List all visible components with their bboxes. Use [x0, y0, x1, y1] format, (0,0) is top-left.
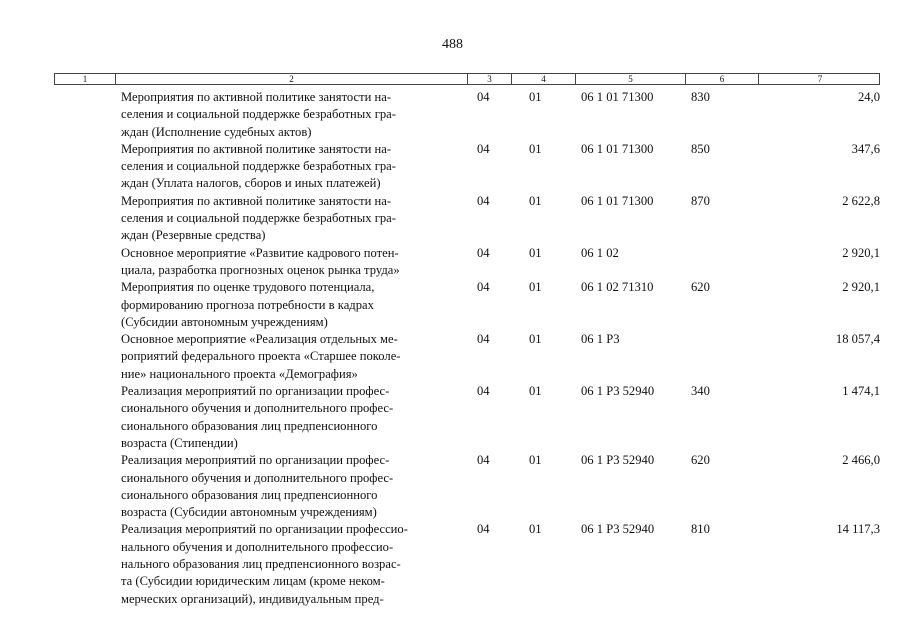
row-sum: 24,0	[857, 90, 880, 104]
row-col-1	[54, 193, 115, 245]
row-target-code: 06 1 P3	[581, 332, 620, 347]
row-subsection: 01	[529, 453, 542, 468]
row-target-code: 06 1 01 71300	[581, 90, 654, 104]
row-expense-type: 850	[691, 141, 710, 156]
row-section: 04	[477, 141, 490, 156]
row-target-code: 06 1 01 71300	[581, 193, 654, 208]
table-row	[54, 383, 880, 452]
row-col-1	[54, 452, 115, 521]
table-row	[54, 245, 880, 280]
row-name: Мероприятия по активной политике занятости на- селения и социальной поддержке безработных гра- ждан (Резервные средства)	[121, 193, 396, 243]
header-col-3: 3	[468, 74, 512, 84]
row-expense-type: 620	[691, 280, 710, 295]
row-col-1	[54, 521, 115, 607]
row-col-1	[54, 331, 115, 383]
row-subsection: 01	[529, 280, 542, 295]
row-section: 04	[477, 193, 490, 208]
row-subsection: 01	[529, 522, 542, 537]
row-col-1	[54, 383, 115, 452]
header-col-2: 2	[116, 74, 468, 84]
row-expense-type: 830	[691, 90, 710, 104]
header-col-6: 6	[686, 74, 759, 84]
table-row	[54, 279, 880, 331]
row-target-code: 06 1 02 71310	[581, 280, 654, 295]
row-expense-type: 870	[691, 193, 710, 208]
row-subsection: 01	[529, 245, 542, 260]
row-subsection: 01	[529, 141, 542, 156]
row-name: Основное мероприятие «Развитие кадрового потен- циала, разработка прогнозных оценок рынка труда»	[121, 245, 400, 277]
row-name: Мероприятия по оценке трудового потенциала, формированию прогноза потребности в кадрах (Субсидии автономным учреждениям)	[121, 280, 375, 329]
row-subsection: 01	[529, 193, 542, 208]
row-subsection: 01	[529, 90, 542, 104]
row-col-1	[54, 279, 115, 331]
table-header	[54, 73, 880, 85]
table-body	[54, 89, 880, 608]
row-sum: 18 057,4	[835, 332, 880, 347]
row-col-1	[54, 245, 115, 280]
row-name: Реализация мероприятий по организации профес- сионального обучения и дополнительного профес- сионального образования лиц предпенсионного возраста (Субсидии автономным учреждениям)	[121, 453, 394, 520]
table-row	[54, 89, 880, 141]
row-subsection: 01	[529, 384, 542, 399]
row-section: 04	[477, 90, 490, 104]
row-target-code: 06 1 P3 52940	[581, 522, 655, 537]
row-name: Реализация мероприятий по организации профес- сионального обучения и дополнительного профес- сионального образования лиц предпенсионного возраста (Стипендии)	[121, 384, 394, 450]
row-expense-type: 810	[691, 522, 710, 537]
row-expense-type	[691, 331, 764, 383]
row-section: 04	[477, 245, 490, 260]
row-col-1	[54, 89, 115, 141]
table-row	[54, 452, 880, 521]
row-expense-type	[691, 245, 764, 280]
row-sum: 14 117,3	[836, 522, 880, 537]
row-name: Мероприятия по активной политике занятости на- селения и социальной поддержке безработных гра- ждан (Исполнение судебных актов)	[121, 90, 396, 139]
row-section: 04	[477, 280, 490, 295]
row-col-1	[54, 141, 115, 193]
row-sum: 347,6	[851, 141, 880, 156]
header-col-7: 7	[817, 74, 823, 84]
row-target-code: 06 1 01 71300	[581, 141, 654, 156]
row-name: Реализация мероприятий по организации профессио- нального обучения и дополнительного профессио- нального образования лиц предпенсионного возрас- та (Субсидии юридическим лицам (кроме неком- мерческих организаций), индивидуальным пред-	[121, 522, 408, 606]
page-number: 488	[442, 37, 463, 52]
row-section: 04	[477, 332, 490, 347]
row-section: 04	[477, 522, 490, 537]
row-sum: 2 920,1	[842, 245, 880, 260]
row-name: Мероприятия по активной политике занятости на- селения и социальной поддержке безработных гра- ждан (Уплата налогов, сборов и иных платежей)	[121, 141, 396, 191]
row-sum: 2 920,1	[842, 280, 880, 295]
row-target-code: 06 1 P3 52940	[581, 453, 655, 468]
row-sum: 2 622,8	[842, 193, 880, 208]
row-expense-type: 340	[691, 384, 710, 399]
row-target-code: 06 1 P3 52940	[581, 384, 655, 399]
row-expense-type: 620	[691, 453, 710, 468]
row-target-code: 06 1 02	[581, 245, 619, 260]
header-col-4: 4	[512, 74, 576, 84]
table-row	[54, 193, 880, 245]
row-section: 04	[477, 384, 490, 399]
header-col-5: 5	[576, 74, 686, 84]
row-sum: 1 474,1	[842, 384, 880, 399]
row-subsection: 01	[529, 332, 542, 347]
table-row	[54, 331, 880, 383]
table-row	[54, 521, 880, 607]
row-section: 04	[477, 453, 490, 468]
row-sum: 2 466,0	[842, 453, 880, 468]
table-row	[54, 141, 880, 193]
header-col-1: 1	[55, 74, 116, 84]
row-name: Основное мероприятие «Реализация отдельных ме- роприятий федерального проекта «Старшее поколе- ние» национального проекта «Демография»	[121, 332, 401, 381]
